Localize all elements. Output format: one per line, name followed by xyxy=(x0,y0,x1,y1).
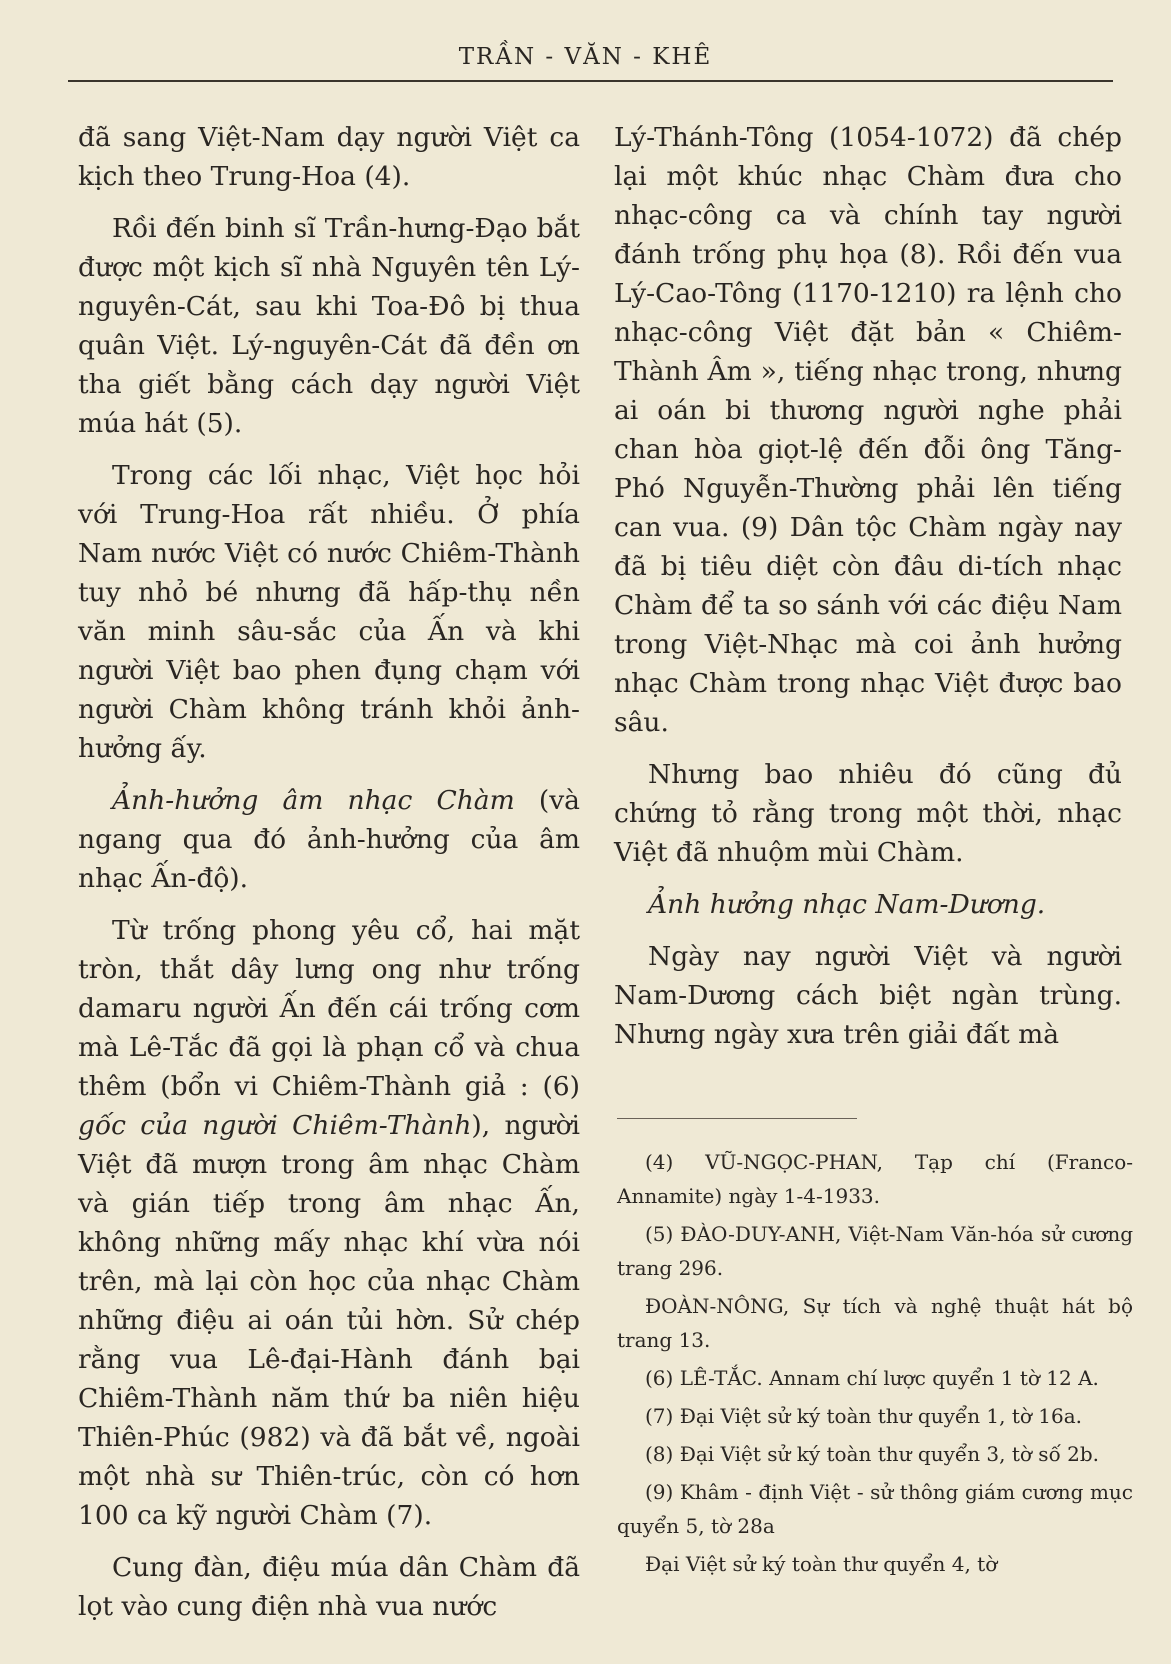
footnote-9b: Đại Việt sử ký toàn thư quyển 4, tờ xyxy=(645,1552,998,1576)
footnote-4: (4) VŨ-NGỌC-PHAN, Tạp chí (Franco-Annamite) ngày 1-4-1933. xyxy=(617,1150,1133,1208)
left-paragraph-1: đã sang Việt-Nam dạy người Việt ca kịch theo Trung-Hoa (4). xyxy=(78,122,580,192)
running-header: TRẦN - VĂN - KHÊ xyxy=(458,44,713,70)
italic-subheading: Ảnh-hưởng âm nhạc Chàm xyxy=(112,785,515,816)
footnote-7: (7) Đại Việt sử ký toàn thư quyển 1, tờ 16a. xyxy=(645,1404,1083,1428)
footnote-rule xyxy=(617,1118,857,1119)
footnotes xyxy=(617,1145,1133,1585)
footnote-9: (9) Khâm - định Việt - sử thông giám cương mục quyển 5, tờ 28a xyxy=(617,1480,1133,1538)
left-paragraph-2: Rồi đến binh sĩ Trần-hưng-Đạo bắt được một kịch sĩ nhà Nguyên tên Lý-nguyên-Cát, sau khi Toa-Đô bị thua quân Việt. Lý-nguyên-Cát đã đền ơn tha giết bằng cách dạy người Việt múa hát (5). xyxy=(78,213,580,439)
footnote-8: (8) Đại Việt sử ký toàn thư quyển 3, tờ số 2b. xyxy=(645,1442,1100,1466)
left-paragraph-5-b: ), người Việt đã mượn trong âm nhạc Chàm và gián tiếp trong âm nhạc Ấn, không những mấy nhạc khí vừa nói trên, mà lại còn học của nhạc Chàm những điệu ai oán tủi hờn. Sử chép rằng vua Lê-đại-Hành đánh bại Chiêm-Thành năm thứ ba niên hiệu Thiên-Phúc (982) và đã bắt về, ngoài một nhà sư Thiên-trúc, còn có hơn 100 ca kỹ người Chàm (7). xyxy=(78,1110,580,1531)
footnote-5b: ĐOÀN-NÔNG, Sự tích và nghệ thuật hát bộ trang 13. xyxy=(617,1294,1133,1352)
left-paragraph-5-italic: gốc của người Chiêm-Thành xyxy=(78,1110,472,1141)
left-paragraph-6: Cung đàn, điệu múa dân Chàm đã lọt vào cung điện nhà vua nước xyxy=(78,1552,580,1622)
left-paragraph-5 xyxy=(78,911,580,1535)
left-column xyxy=(78,118,580,1639)
right-paragraph-1: Lý-Thánh-Tông (1054-1072) đã chép lại một khúc nhạc Chàm đưa cho nhạc-công ca và chính tay người đánh trống phụ họa (8). Rồi đến vua Lý-Cao-Tông (1170-1210) ra lệnh cho nhạc-công Việt đặt bản « Chiêm-Thành Âm », tiếng nhạc trong, nhưng ai oán bi thương người nghe phải chan hòa giọt-lệ đến đỗi ông Tăng-Phó Nguyễn-Thường phải lên tiếng can vua. (9) Dân tộc Chàm ngày nay đã bị tiêu diệt còn đâu di-tích nhạc Chàm để ta so sánh với các điệu Nam trong Việt-Nhạc mà coi ảnh hưởng nhạc Chàm trong nhạc Việt được bao sâu. xyxy=(614,122,1122,738)
left-paragraph-3: Trong các lối nhạc, Việt học hỏi với Trung-Hoa rất nhiều. Ở phía Nam nước Việt có nước Chiêm-Thành tuy nhỏ bé nhưng đã hấp-thụ nền văn minh sâu-sắc của Ấn và khi người Việt bao phen đụng chạm với người Chàm không tránh khỏi ảnh-hưởng ấy. xyxy=(78,460,580,764)
right-paragraph-3: Ngày nay người Việt và người Nam-Dương cách biệt ngàn trùng. Nhưng ngày xưa trên giải đất mà xyxy=(614,941,1122,1050)
header-rule xyxy=(68,80,1113,82)
footnote-6: (6) LÊ-TẮC. Annam chí lược quyển 1 tờ 12 A. xyxy=(645,1366,1099,1390)
footnote-5: (5) ĐÀO-DUY-ANH, Việt-Nam Văn-hóa sử cương trang 296. xyxy=(617,1222,1133,1280)
right-column xyxy=(614,118,1122,1067)
left-paragraph-5-a: Từ trống phong yêu cổ, hai mặt tròn, thắt dây lưng ong như trống damaru người Ấn đến cái trống cơm mà Lê-Tắc đã gọi là phạn cổ và chua thêm (bổn vi Chiêm-Thành giả : (6) xyxy=(78,915,580,1102)
left-paragraph-4 xyxy=(78,781,580,898)
section-heading: Ảnh hưởng nhạc Nam-Dương. xyxy=(648,889,1046,920)
left-paragraph-4-rest: (và ngang qua đó ảnh-hưởng của âm nhạc Ấn-độ). xyxy=(78,785,580,894)
right-paragraph-2: Nhưng bao nhiêu đó cũng đủ chứng tỏ rằng trong một thời, nhạc Việt đã nhuộm mùi Chàm. xyxy=(614,759,1122,868)
